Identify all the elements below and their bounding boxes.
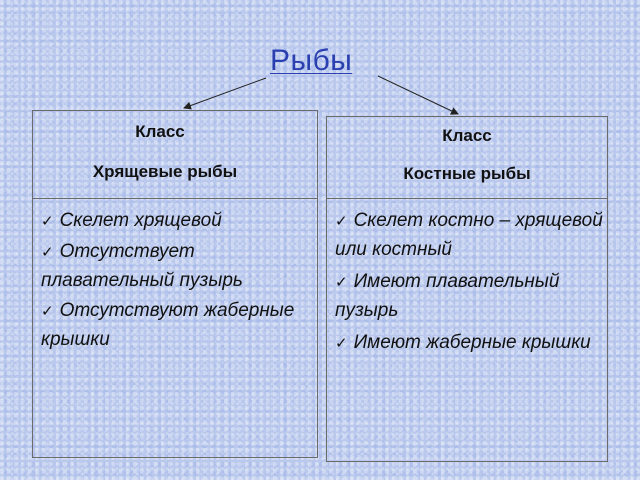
list-item: ✓ Скелет костно – хрящевой или костный: [335, 210, 603, 260]
arrow-to-left-box: [184, 78, 266, 108]
check-icon: ✓: [335, 213, 348, 230]
check-icon: ✓: [335, 274, 348, 291]
list-item: ✓ Имеют жаберные крышки: [335, 332, 591, 353]
cartilaginous-fish-box: [32, 110, 318, 458]
bony-fish-box: [326, 116, 608, 462]
list-item: ✓ Отсутствует плавательный пузырь: [41, 241, 243, 291]
list-item: ✓ Имеют плавательный пузырь: [335, 271, 560, 321]
class-label: Класс: [442, 126, 492, 145]
list-item: ✓ Отсутствуют жаберные крышки: [41, 300, 295, 350]
class-name: Хрящевые рыбы: [92, 162, 238, 181]
list-item: ✓ Скелет хрящевой: [41, 210, 222, 231]
cartilaginous-fish-header: [33, 111, 317, 199]
features-list: [33, 199, 317, 354]
diagram-title: Рыбы: [270, 44, 353, 77]
check-icon: ✓: [41, 213, 54, 230]
check-icon: ✓: [41, 244, 54, 261]
class-label: Класс: [135, 122, 185, 141]
check-icon: ✓: [41, 303, 54, 320]
class-name: Костные рыбы: [403, 164, 531, 183]
arrow-to-right-box: [378, 76, 458, 114]
bony-fish-header: [327, 117, 607, 199]
check-icon: ✓: [335, 335, 348, 352]
features-list: [327, 199, 607, 358]
